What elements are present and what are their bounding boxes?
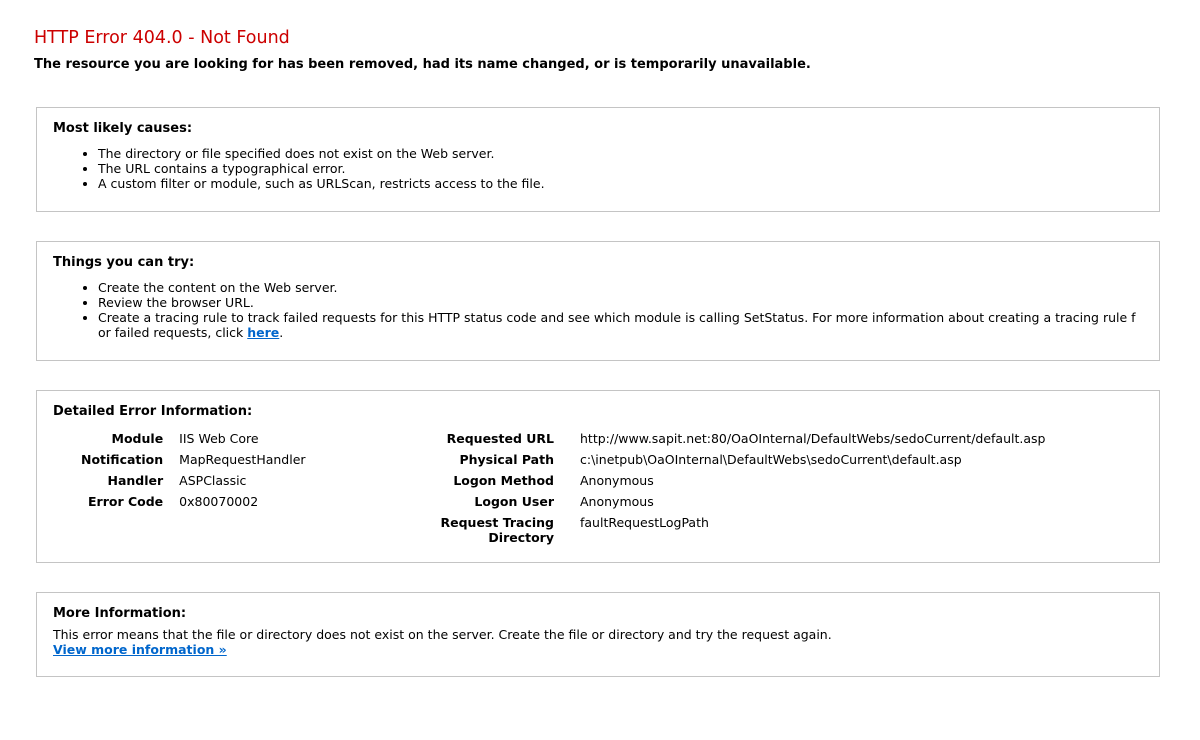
table-row [437,473,1045,494]
detail-label: Logon User [474,494,554,509]
try-list [53,280,1143,340]
detail-value: http://www.sapit.net:80/OaOInternal/DefaultWebs/sedoCurrent/default.asp [580,431,1046,446]
list-item: • Review the browser URL. [98,295,1143,310]
detail-label: Notification [81,452,164,467]
table-row [437,494,1045,515]
causes-box [36,107,1160,212]
tracing-rule-text: Create a tracing rule to track failed requests for this HTTP status code and see which module is calling SetStatus. For more information about creating a tracing rule for failed requests, click [98,310,1136,340]
list-item: • Create the content on the Web server. [98,280,1143,295]
more-heading: More Information: [53,606,187,621]
error-subtitle: The resource you are looking for has been removed, had its name changed, or is temporarily unavailable. [34,57,811,72]
detail-label: Physical Path [459,452,554,467]
detail-label: Module [111,431,164,446]
list-item: • A custom filter or module, such as URLScan, restricts access to the file. [98,176,1143,191]
detail-table-right [437,431,1045,545]
detail-value: c:\inetpub\OaOInternal\DefaultWebs\sedoCurrent\default.asp [580,452,962,467]
try-heading: Things you can try: [53,255,195,270]
detail-label: Logon Method [453,473,554,488]
causes-list [53,146,1143,191]
table-row [81,494,306,515]
detail-table-left [81,431,306,515]
detail-value: faultRequestLogPath [580,515,709,530]
detail-label: Handler [107,473,164,488]
detail-label: Requested URL [446,431,554,446]
detail-value: 0x80070002 [179,494,259,509]
detail-value: MapRequestHandler [179,452,306,467]
causes-heading: Most likely causes: [53,121,193,136]
detail-value: Anonymous [580,473,654,488]
period-text: . [279,325,284,340]
table-row [81,431,306,452]
view-more-information-link[interactable]: View more information » [53,642,227,657]
detail-label: Request Tracing Directory [440,515,554,545]
detail-value: Anonymous [580,494,654,509]
more-text: This error means that the file or directory does not exist on the server. Create the file or directory and try the request again. [53,627,832,642]
table-row [437,452,1045,473]
detail-label: Error Code [88,494,164,509]
list-item [98,310,1143,340]
detailed-error-box [36,390,1160,563]
error-title: HTTP Error 404.0 - Not Found [34,28,290,48]
things-to-try-box [36,241,1160,361]
list-item: • The directory or file specified does not exist on the Web server. [98,146,1143,161]
detail-heading: Detailed Error Information: [53,404,253,419]
here-link[interactable]: here [247,325,280,340]
table-row [81,473,306,494]
detail-value: IIS Web Core [179,431,259,446]
detail-value: ASPClassic [179,473,247,488]
error-header [34,26,1164,74]
list-item: • The URL contains a typographical error. [98,161,1143,176]
more-information-box [36,592,1160,677]
table-row [437,431,1045,452]
table-row [81,452,306,473]
table-row [437,515,1045,545]
